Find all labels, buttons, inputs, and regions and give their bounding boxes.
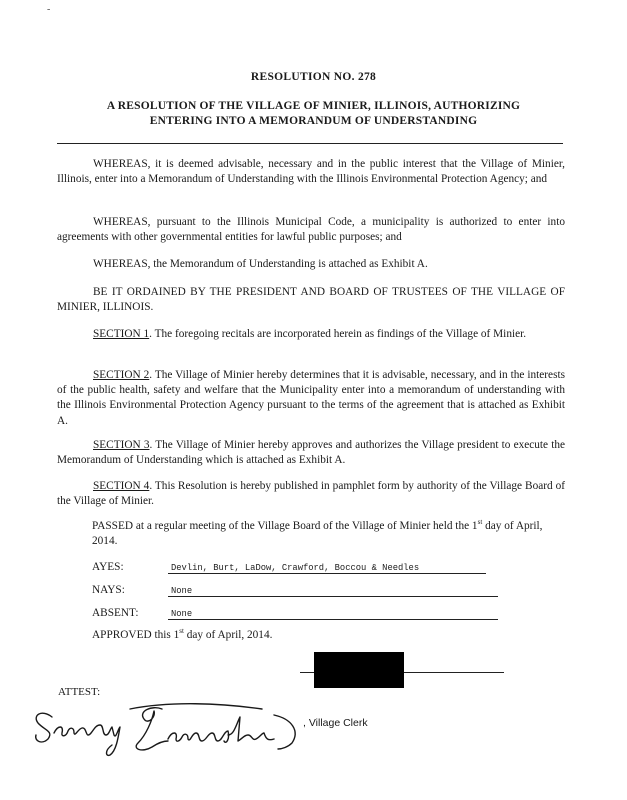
approved-text: APPROVED this 1 [92,629,180,641]
clerk-signature [30,695,310,757]
passed-statement [92,519,562,549]
nays-value: None [171,586,193,596]
nays-line [168,583,498,597]
section-4-heading: SECTION 4 [93,480,150,492]
absent-label: ABSENT: [92,607,139,619]
section-1 [57,327,565,342]
redaction-block [314,652,404,688]
approved-ordinal: st [179,627,184,636]
resolution-number: RESOLUTION NO. 278 [250,71,377,83]
president-signature-line-right [404,672,504,673]
section-1-text: . The foregoing recitals are incorporated herein as findings of the Village of Minier. [149,328,527,340]
recital-whereas-1: WHEREAS, it is deemed advisable, necessary and in the public interest that the Village of Minier, Illinois, enter into a Memorandum of Understanding with the Illinois Environmental Protection Agency; and [57,158,565,186]
nays-label: NAYS: [92,584,125,596]
section-4 [57,479,565,509]
president-signature-line-left [300,672,314,673]
ordaining-clause: BE IT ORDAINED BY THE PRESIDENT AND BOARD OF TRUSTEES OF THE VILLAGE OF MINIER, ILLINOIS. [57,286,565,314]
clerk-title: , Village Clerk [303,717,368,729]
section-4-text: . This Resolution is hereby published in pamphlet form by authority of the Village Board of the Village of Minier. [57,480,566,508]
section-2-text: . The Village of Minier hereby determines that it is advisable, necessary, and in the interests of the public health, safety and welfare that the Municipality enter into a memorandum of understanding with the Illinois Environmental Protection Agency pursuant to the terms of the agreement that is attached as Exhibit A. [57,369,565,427]
passed-date: day of April, 2014. [92,520,543,547]
section-3-text: . The Village of Minier hereby approves and authorizes the Village president to execute the Memorandum of Understanding which is attached as Exhibit A. [57,439,566,467]
ayes-value: Devlin, Burt, LaDow, Crawford, Boccou & Needles [171,563,420,573]
corner-mark: - [47,4,51,15]
ayes-label: AYES: [92,561,124,573]
recital-whereas-3: WHEREAS, the Memorandum of Understanding is attached as Exhibit A. [93,258,428,270]
absent-line [168,606,498,620]
attest-label: ATTEST: [58,686,101,698]
approved-statement [92,629,272,641]
section-3-heading: SECTION 3 [93,439,150,451]
title-divider [57,143,563,144]
absent-value: None [171,609,193,619]
section-2 [57,368,565,429]
passed-ordinal: st [477,518,483,527]
resolution-title: A RESOLUTION OF THE VILLAGE OF MINIER, ILLINOIS, AUTHORIZING ENTERING INTO A MEMORANDUM OF UNDERSTANDING [106,100,521,127]
section-3 [57,438,565,468]
section-2-heading: SECTION 2 [93,369,150,381]
recital-whereas-2: WHEREAS, pursuant to the Illinois Municipal Code, a municipality is authorized to enter into agreements with other governmental entities for lawful public purposes; and [57,216,565,244]
section-1-heading: SECTION 1 [93,328,150,340]
passed-text: PASSED at a regular meeting of the Village Board of the Village of Minier held the 1 [92,520,478,532]
approved-date: day of April, 2014. [183,629,273,641]
